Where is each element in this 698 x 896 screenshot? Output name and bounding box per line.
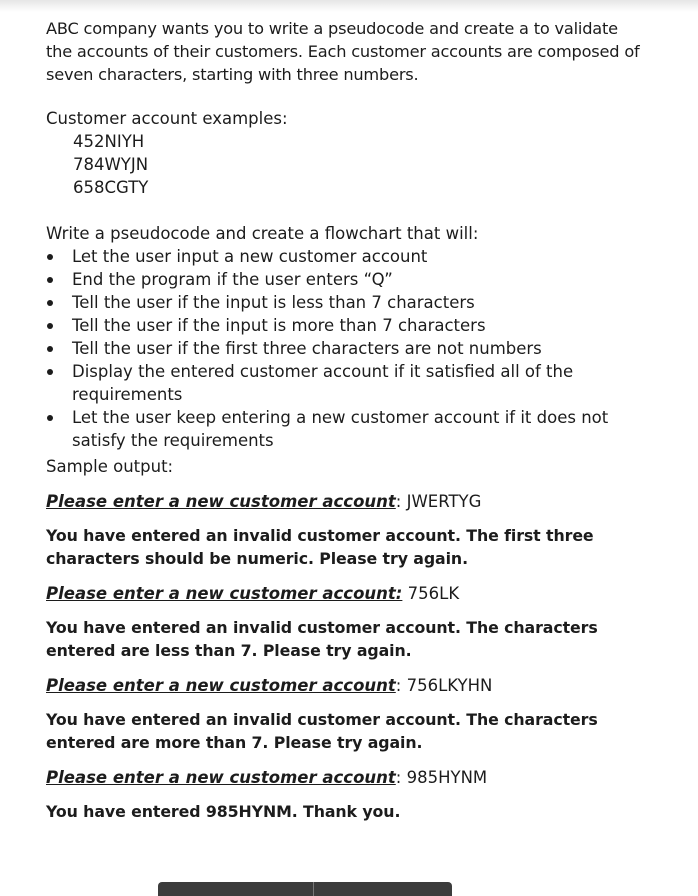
sample-output-label: Sample output:: [46, 457, 174, 476]
prompt-separator: :: [395, 768, 407, 787]
requirement-item: Let the user input a new customer account: [46, 245, 646, 268]
document-page: [46, 17, 646, 823]
toolbar-button-left[interactable]: [158, 882, 313, 896]
prompt-value: 756LKYHN: [406, 676, 493, 695]
prompt-label: Please enter a new customer account: [46, 676, 396, 695]
sample-response: You have entered an invalid customer account. The first three characters should be numeric. Please try again.: [46, 526, 594, 568]
instructions-label: Write a pseudocode and create a flowchart that will:: [46, 224, 479, 243]
requirements-list: [46, 245, 646, 452]
requirement-item: End the program if the user enters “Q”: [46, 268, 646, 291]
prompt-label: Please enter a new customer account:: [46, 584, 403, 603]
example-item: 784WYJN: [73, 155, 149, 174]
bottom-toolbar: [158, 882, 452, 896]
requirement-item: Let the user keep entering a new customer account if it does not satisfy the requirements: [46, 406, 646, 452]
prompt-separator: :: [395, 676, 407, 695]
requirement-item: Tell the user if the input is more than 7 characters: [46, 314, 646, 337]
example-item: 452NIYH: [73, 132, 145, 151]
sample-prompt: [46, 582, 646, 605]
sample-response: You have entered an invalid customer account. The characters entered are less than 7. Please try again.: [46, 618, 598, 660]
toolbar-button-right[interactable]: [314, 882, 452, 896]
prompt-separator: :: [395, 492, 407, 511]
requirement-item: Display the entered customer account if it satisfied all of the requirements: [46, 360, 646, 406]
examples-label: Customer account examples:: [46, 109, 288, 128]
requirement-item: Tell the user if the first three characters are not numbers: [46, 337, 646, 360]
examples-list: [46, 130, 646, 199]
requirement-item: Tell the user if the input is less than 7 characters: [46, 291, 646, 314]
sample-response: You have entered an invalid customer account. The characters entered are more than 7. Please try again.: [46, 710, 598, 752]
prompt-label: Please enter a new customer account: [46, 492, 396, 511]
sample-prompt: [46, 674, 646, 697]
prompt-value: 756LK: [407, 584, 460, 603]
intro-paragraph: ABC company wants you to write a pseudocode and create a to validate the accounts of their customers. Each customer accounts are composed of seven characters, starting with three numbers.: [46, 19, 640, 84]
sample-response: You have entered 985HYNM. Thank you.: [46, 802, 401, 821]
sample-prompt: [46, 766, 646, 789]
top-shadow: [0, 0, 698, 12]
prompt-label: Please enter a new customer account: [46, 768, 396, 787]
prompt-value: JWERTYG: [406, 492, 482, 511]
sample-prompt: [46, 490, 646, 513]
example-item: 658CGTY: [73, 178, 149, 197]
prompt-value: 985HYNM: [406, 768, 488, 787]
